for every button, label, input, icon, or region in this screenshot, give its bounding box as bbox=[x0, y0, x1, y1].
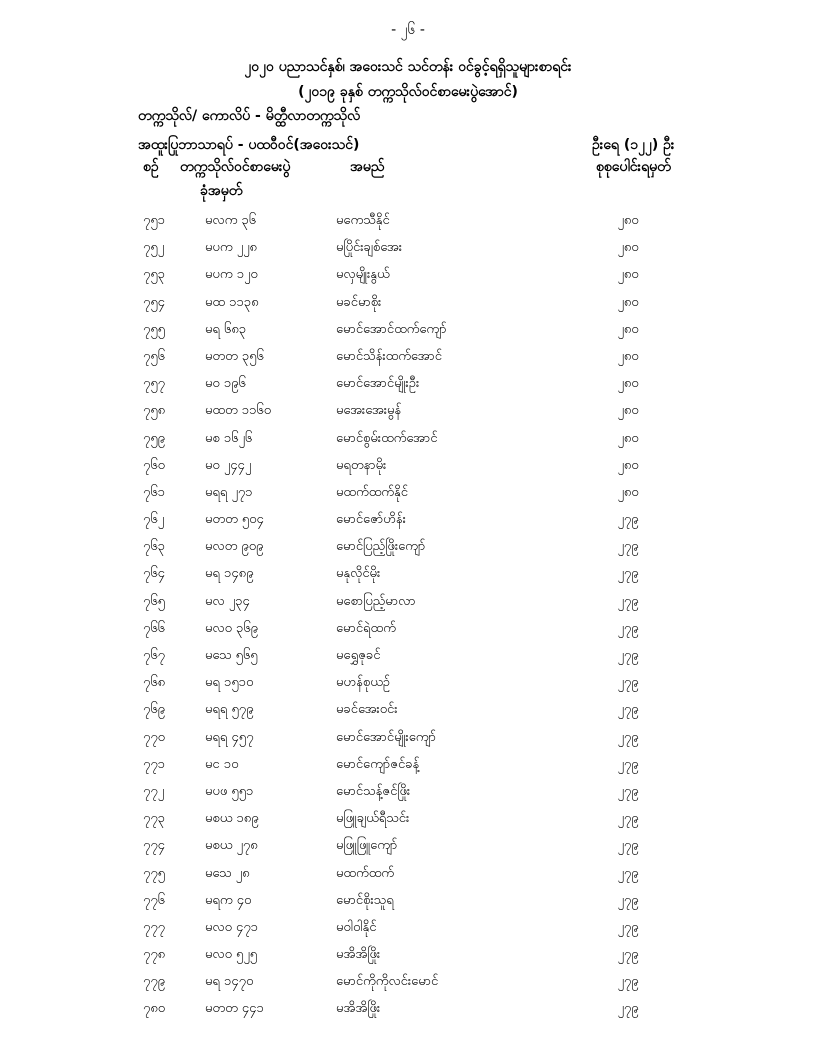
student-name: မရတနာမိုး bbox=[336, 457, 387, 473]
roll-number: မပက ၂၂၈ bbox=[205, 240, 257, 256]
total-marks: ၂၈၀ bbox=[617, 484, 639, 500]
student-name: မပြိုင်းချစ်အေး bbox=[336, 240, 403, 256]
student-name: မဟန်စုယဉ် bbox=[336, 675, 391, 691]
total-marks: ၂၈၀ bbox=[617, 457, 639, 473]
roll-number: မသေ ၅၆၅ bbox=[205, 648, 258, 663]
total-marks: ၂၇၉ bbox=[617, 1001, 639, 1017]
total-marks: ၂၇၉ bbox=[617, 702, 639, 718]
table-row bbox=[0, 779, 816, 806]
table-row bbox=[0, 861, 816, 888]
student-name: မထက်ထက် bbox=[336, 865, 395, 881]
roll-number: မရ ၁၅၁၀ bbox=[205, 675, 254, 691]
header-roll-line2: ခုံအမှတ် bbox=[200, 183, 243, 199]
table-row bbox=[0, 317, 816, 344]
table-row bbox=[0, 534, 816, 561]
row-number: ၇၆၄ bbox=[143, 566, 165, 582]
roll-number: မလဝ ၃၆၉ bbox=[205, 620, 258, 636]
total-marks: ၂၇၉ bbox=[617, 919, 639, 935]
student-name: မဝါဝါနိုင် bbox=[336, 919, 377, 935]
table-row bbox=[0, 643, 816, 670]
table-row bbox=[0, 616, 816, 643]
table-row bbox=[0, 480, 816, 507]
page-number: - ၂၆ - bbox=[391, 22, 425, 38]
total-marks: ၂၈၀ bbox=[617, 213, 639, 228]
roll-number: မလ ၂၃၄ bbox=[205, 593, 250, 609]
table-row bbox=[0, 262, 816, 289]
roll-number: မပက ၁၂၀ bbox=[205, 267, 258, 283]
row-number: ၇၇၃ bbox=[143, 811, 165, 827]
row-number: ၇၆၀ bbox=[143, 457, 165, 473]
total-marks: ၂၇၉ bbox=[617, 811, 639, 827]
row-number: ၇၅၈ bbox=[143, 403, 166, 419]
student-name: မောင်အောင်ထက်ကျော် bbox=[336, 321, 447, 337]
total-marks: ၂၇၉ bbox=[617, 892, 639, 908]
table-row bbox=[0, 398, 816, 425]
row-number: ၇၅၃ bbox=[143, 267, 165, 283]
row-number: ၇၆၂ bbox=[143, 512, 165, 528]
table-row bbox=[0, 426, 816, 453]
roll-number: မပဖ ၅၅၁ bbox=[205, 783, 254, 799]
roll-number: မဝ ၂၄၄၂ bbox=[205, 457, 252, 473]
student-name: မလှမျိုးနွယ် bbox=[336, 267, 390, 283]
header-marks: စုစုပေါင်းရမှတ် bbox=[596, 159, 671, 175]
table-row bbox=[0, 915, 816, 942]
student-name: မကေသီနိုင် bbox=[336, 213, 390, 228]
student-name: မောင်အောင်မျိုးကျော် bbox=[336, 729, 436, 745]
roll-number: မရရ ၅၇၉ bbox=[205, 702, 254, 718]
student-name: မနုလိုင်မိုး bbox=[336, 566, 381, 582]
total-marks: ၂၇၉ bbox=[617, 566, 639, 582]
table-row bbox=[0, 453, 816, 480]
roll-number: မတတ ၃၅၆ bbox=[205, 348, 264, 364]
roll-number: မရ ၁၄၇၀ bbox=[205, 974, 254, 990]
row-number: ၇၇၈ bbox=[143, 947, 166, 963]
table-row bbox=[0, 208, 816, 235]
total-marks: ၂၈၀ bbox=[617, 321, 639, 337]
student-name: မောင်စွမ်းထက်အောင် bbox=[336, 430, 438, 446]
document-title: ၂၀၂၀ ပညာသင်နှစ်၊ အဝေးသင် သင်တန်း ဝင်ခွင့်ရရှိသူများစာရင်း bbox=[244, 59, 572, 75]
student-name: မခင်မာစိုး bbox=[336, 294, 382, 310]
table-row bbox=[0, 752, 816, 779]
header-name: အမည် bbox=[350, 159, 385, 175]
total-count: ဦးရေ (၁၂၂) ဦး bbox=[592, 137, 675, 153]
roll-number: မစယ ၂၇၈ bbox=[205, 838, 258, 854]
student-name: မခင်အေးဝင်း bbox=[336, 702, 398, 718]
roll-number: မရရ ၄၅၇ bbox=[205, 729, 254, 745]
row-number: ၇၅၄ bbox=[143, 294, 165, 310]
total-marks: ၂၇၉ bbox=[617, 648, 639, 663]
student-name: မောင်ကိုကိုလင်းမောင် bbox=[336, 974, 439, 990]
total-marks: ၂၈၀ bbox=[617, 430, 639, 446]
table-row bbox=[0, 290, 816, 317]
total-marks: ၂၇၉ bbox=[617, 512, 639, 528]
roll-number: မသေ ၂၈ bbox=[205, 865, 250, 881]
table-row bbox=[0, 561, 816, 588]
row-number: ၇၈၀ bbox=[143, 1001, 166, 1017]
student-name: မောင်ပြည့်ဖြိုးကျော် bbox=[336, 539, 426, 555]
roll-number: မင ၁၀ bbox=[205, 756, 239, 772]
roll-number: မတတ ၄၄၁ bbox=[205, 1001, 264, 1017]
header-no: စဉ် bbox=[143, 159, 159, 175]
total-marks: ၂၇၉ bbox=[617, 729, 639, 745]
table-row bbox=[0, 697, 816, 724]
row-number: ၇၇၉ bbox=[143, 974, 165, 990]
table-row bbox=[0, 806, 816, 833]
roll-number: မစယ ၁၈၉ bbox=[205, 811, 259, 827]
row-number: ၇၅၇ bbox=[143, 376, 165, 392]
row-number: ၇၆၇ bbox=[143, 648, 165, 663]
total-marks: ၂၈၀ bbox=[617, 267, 639, 283]
student-name: မောင်သိန်းထက်အောင် bbox=[336, 348, 442, 364]
row-number: ၇၅၂ bbox=[143, 240, 165, 256]
total-marks: ၂၇၉ bbox=[617, 675, 639, 691]
total-marks: ၂၈၀ bbox=[617, 348, 639, 364]
table-row bbox=[0, 507, 816, 534]
row-number: ၇၆၁ bbox=[143, 484, 165, 500]
roll-number: မတတ ၅၀၄ bbox=[205, 512, 264, 528]
student-name: မထက်ထက်နိုင် bbox=[336, 484, 408, 500]
row-number: ၇၇၇ bbox=[143, 919, 165, 935]
roll-number: မရက ၄၀ bbox=[205, 892, 252, 908]
row-number: ၇၆၅ bbox=[143, 593, 165, 609]
total-marks: ၂၈၀ bbox=[617, 240, 639, 256]
roll-number: မလဝ ၅၂၅ bbox=[205, 947, 258, 963]
university-line: တက္ကသိုလ်/ ကောလိပ် - မိတ္ထီလာတက္ကသိုလ် bbox=[138, 108, 361, 124]
row-number: ၇၇၀ bbox=[143, 729, 165, 745]
table-row bbox=[0, 344, 816, 371]
roll-number: မထတ ၁၁၆၀ bbox=[205, 403, 272, 419]
total-marks: ၂၇၉ bbox=[617, 865, 639, 881]
row-number: ၇၇၆ bbox=[143, 892, 165, 908]
document-subtitle: (၂၀၁၉ ခုနှစ် တက္ကသိုလ်ဝင်စာမေးပွဲအောင်) bbox=[298, 84, 518, 100]
roll-number: မထ ၁၁၃၈ bbox=[205, 294, 259, 310]
roll-number: မလဝ ၄၇၁ bbox=[205, 919, 258, 935]
student-name: မောင်ရဲထက် bbox=[336, 620, 396, 636]
row-number: ၇၇၁ bbox=[143, 756, 165, 772]
table-row bbox=[0, 942, 816, 969]
table-row bbox=[0, 235, 816, 262]
student-name: မအိအိဖြိုး bbox=[336, 1001, 381, 1017]
table-row bbox=[0, 996, 816, 1023]
table-row bbox=[0, 371, 816, 398]
row-number: ၇၅၅ bbox=[143, 321, 165, 337]
student-name: မစောပြည့်မာလာ bbox=[336, 593, 416, 609]
subject-line: အထူးပြုဘာသာရပ် - ပထဝီဝင်(အဝေးသင်) bbox=[138, 137, 360, 153]
total-marks: ၂၇၉ bbox=[617, 539, 639, 555]
header-roll: တက္ကသိုလ်ဝင်စာမေးပွဲ bbox=[180, 159, 291, 175]
total-marks: ၂၈၀ bbox=[617, 294, 639, 310]
total-marks: ၂၈၀ bbox=[617, 376, 639, 392]
student-name: မဖြူဖြူကျော် bbox=[336, 838, 398, 854]
student-name: မအိအိဖြိုး bbox=[336, 947, 381, 963]
roll-number: မစ ၁၆၂၆ bbox=[205, 430, 253, 446]
row-number: ၇၇၄ bbox=[143, 838, 165, 854]
total-marks: ၂၈၀ bbox=[617, 403, 639, 419]
table-row bbox=[0, 969, 816, 996]
total-marks: ၂၇၉ bbox=[617, 593, 639, 609]
total-marks: ၂၇၉ bbox=[617, 620, 639, 636]
roll-number: မရ ၁၄၈၉ bbox=[205, 566, 254, 582]
total-marks: ၂၇၉ bbox=[617, 756, 639, 772]
student-name: မောင်ကျော်ဇင်ခန့် bbox=[336, 756, 420, 772]
total-marks: ၂၇၉ bbox=[617, 947, 639, 963]
total-marks: ၂၇၉ bbox=[617, 838, 639, 854]
roll-number: မရ ၆၈၃ bbox=[205, 321, 247, 337]
table-row bbox=[0, 833, 816, 860]
total-marks: ၂၇၉ bbox=[617, 783, 639, 799]
row-number: ၇၅၁ bbox=[143, 213, 165, 228]
row-number: ၇၆၉ bbox=[143, 702, 165, 718]
table-row bbox=[0, 725, 816, 752]
total-marks: ၂၇၉ bbox=[617, 974, 639, 990]
table-row bbox=[0, 589, 816, 616]
student-name: မောင်သန့်ဇင်ဖြိုး bbox=[336, 783, 411, 799]
roll-number: မလက ၃၆ bbox=[205, 213, 257, 228]
student-list bbox=[0, 208, 816, 1024]
row-number: ၇၆၈ bbox=[143, 675, 166, 691]
table-row bbox=[0, 670, 816, 697]
student-name: မောင်အောင်မျိုးဦး bbox=[336, 376, 420, 392]
roll-number: မဝ ၁၉၆ bbox=[205, 376, 246, 392]
row-number: ၇၅၉ bbox=[143, 430, 165, 446]
student-name: မောင်ဇော်ဟိန်း bbox=[336, 512, 406, 528]
student-name: မဖြူချယ်ရီသင်း bbox=[336, 811, 410, 827]
student-name: မောင်စိုးသူရ bbox=[336, 892, 394, 908]
table-row bbox=[0, 888, 816, 915]
row-number: ၇၅၆ bbox=[143, 348, 165, 364]
student-name: မရွှေဇုခင် bbox=[336, 648, 381, 663]
roll-number: မလတ ၉၀၉ bbox=[205, 539, 264, 555]
row-number: ၇၇၅ bbox=[143, 865, 165, 881]
row-number: ၇၇၂ bbox=[143, 783, 165, 799]
student-name: မအေးအေးမွန် bbox=[336, 403, 402, 419]
roll-number: မရရ ၂၇၁ bbox=[205, 484, 253, 500]
row-number: ၇၆၆ bbox=[143, 620, 165, 636]
row-number: ၇၆၃ bbox=[143, 539, 165, 555]
